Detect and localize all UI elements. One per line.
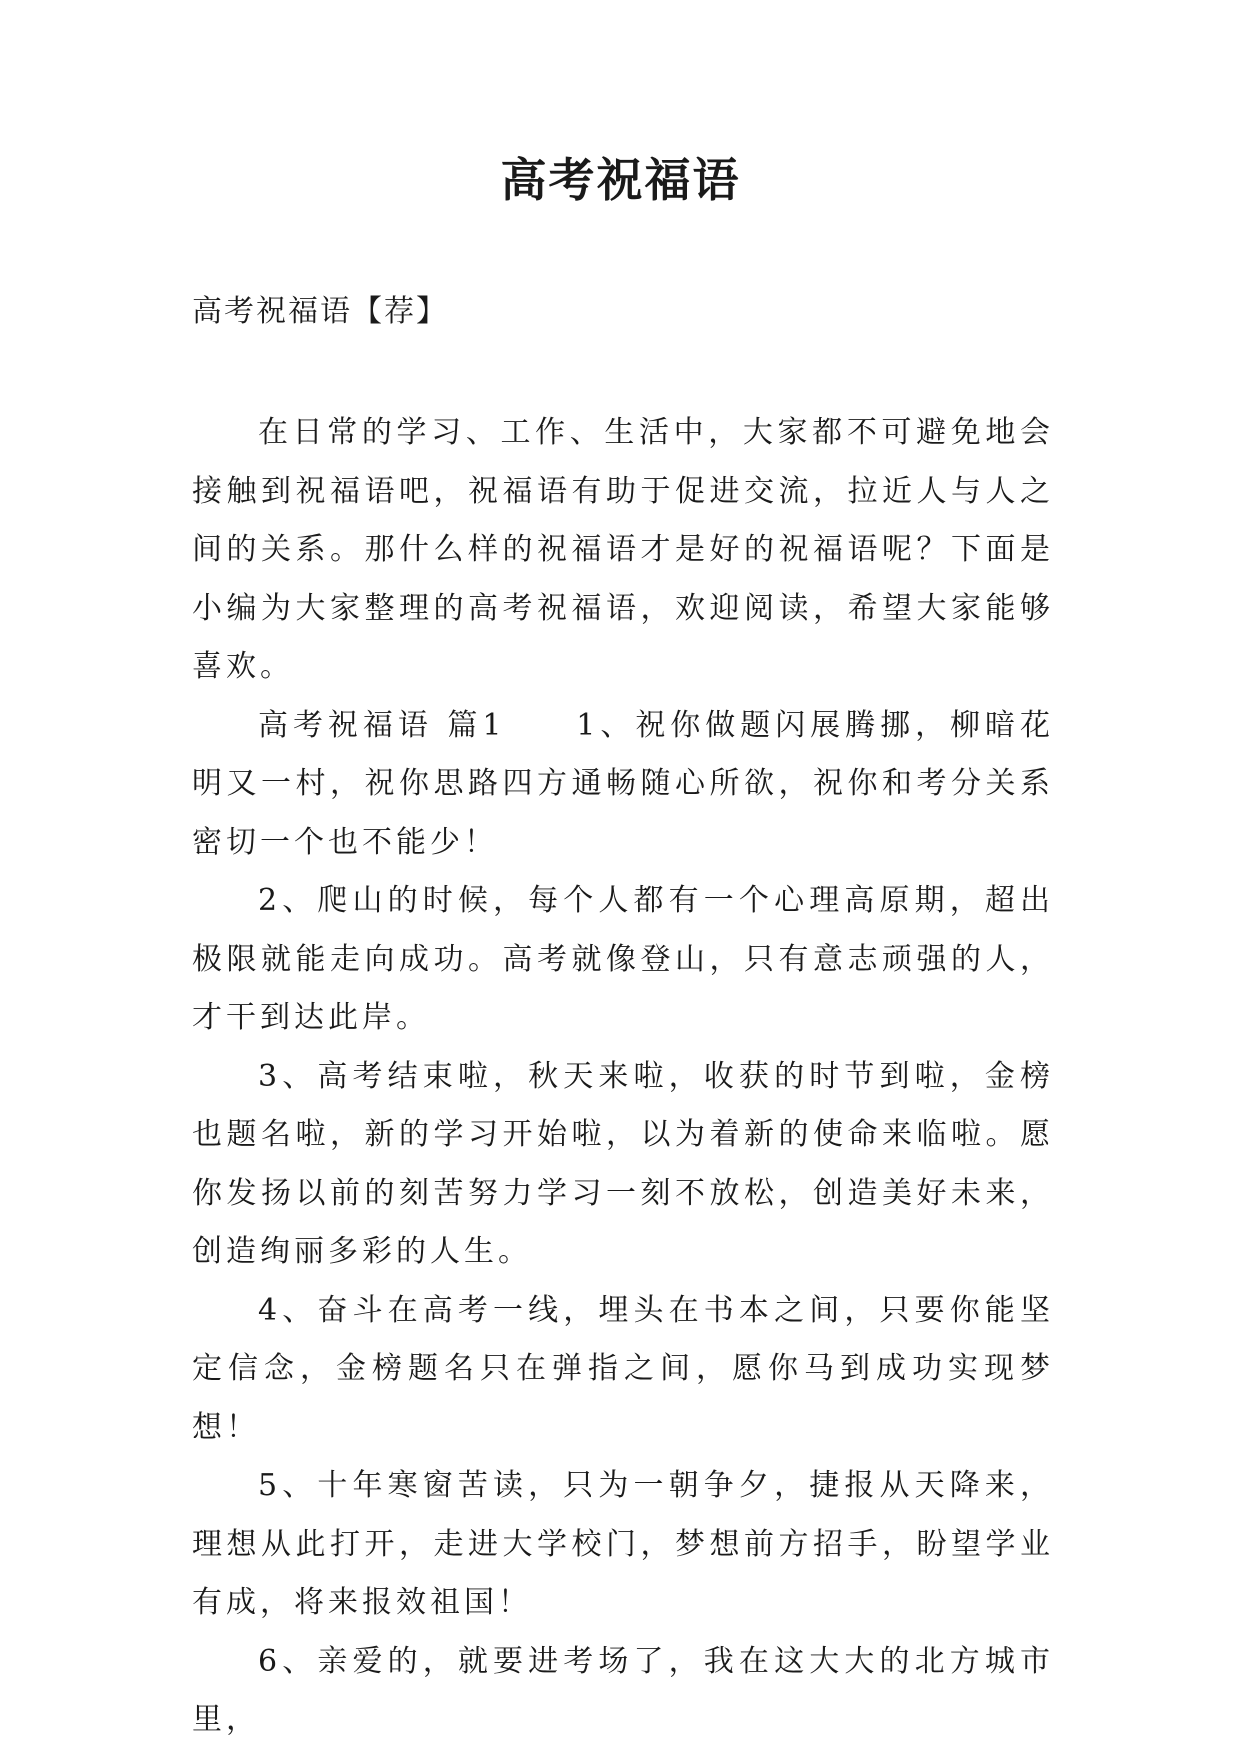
paragraph-4: 4、奋斗在高考一线，埋头在书本之间，只要你能坚定信念，金榜题名只在弹指之间，愿你马到成功实现梦想！ (192, 1292, 1054, 1445)
paragraph-1: 高考祝福语 篇1 1、祝你做题闪展腾挪，柳暗花明又一村，祝你思路四方通畅随心所欲，祝你和考分关系密切一个也不能少！ (192, 707, 1054, 860)
document-body (192, 404, 1054, 1750)
paragraph-5: 5、十年寒窗苦读，只为一朝争夕，捷报从天降来，理想从此打开，走进大学校门，梦想前方招手，盼望学业有成，将来报效祖国！ (192, 1468, 1054, 1620)
document-subtitle: 高考祝福语【荐】 (192, 294, 448, 329)
paragraph-2: 2、爬山的时候，每个人都有一个心理高原期，超出极限就能走向成功。高考就像登山，只有意志顽强的人，才干到达此岸。 (192, 883, 1054, 1035)
page-title: 高考祝福语 (500, 153, 741, 207)
paragraph-intro: 在日常的学习、工作、生活中，大家都不可避免地会接触到祝福语吧，祝福语有助于促进交流，拉近人与人之间的关系。那什么样的祝福语才是好的祝福语呢？下面是小编为大家整理的高考祝福语，欢迎阅读，希望大家能够喜欢。 (192, 415, 1054, 684)
paragraph-3: 3、高考结束啦，秋天来啦，收获的时节到啦，金榜也题名啦，新的学习开始啦，以为着新的使命来临啦。愿你发扬以前的刻苦努力学习一刻不放松，创造美好未来，创造绚丽多彩的人生。 (192, 1058, 1054, 1269)
paragraph-6: 6、亲爱的，就要进考场了，我在这大大的北方城市里， (192, 1643, 1054, 1737)
